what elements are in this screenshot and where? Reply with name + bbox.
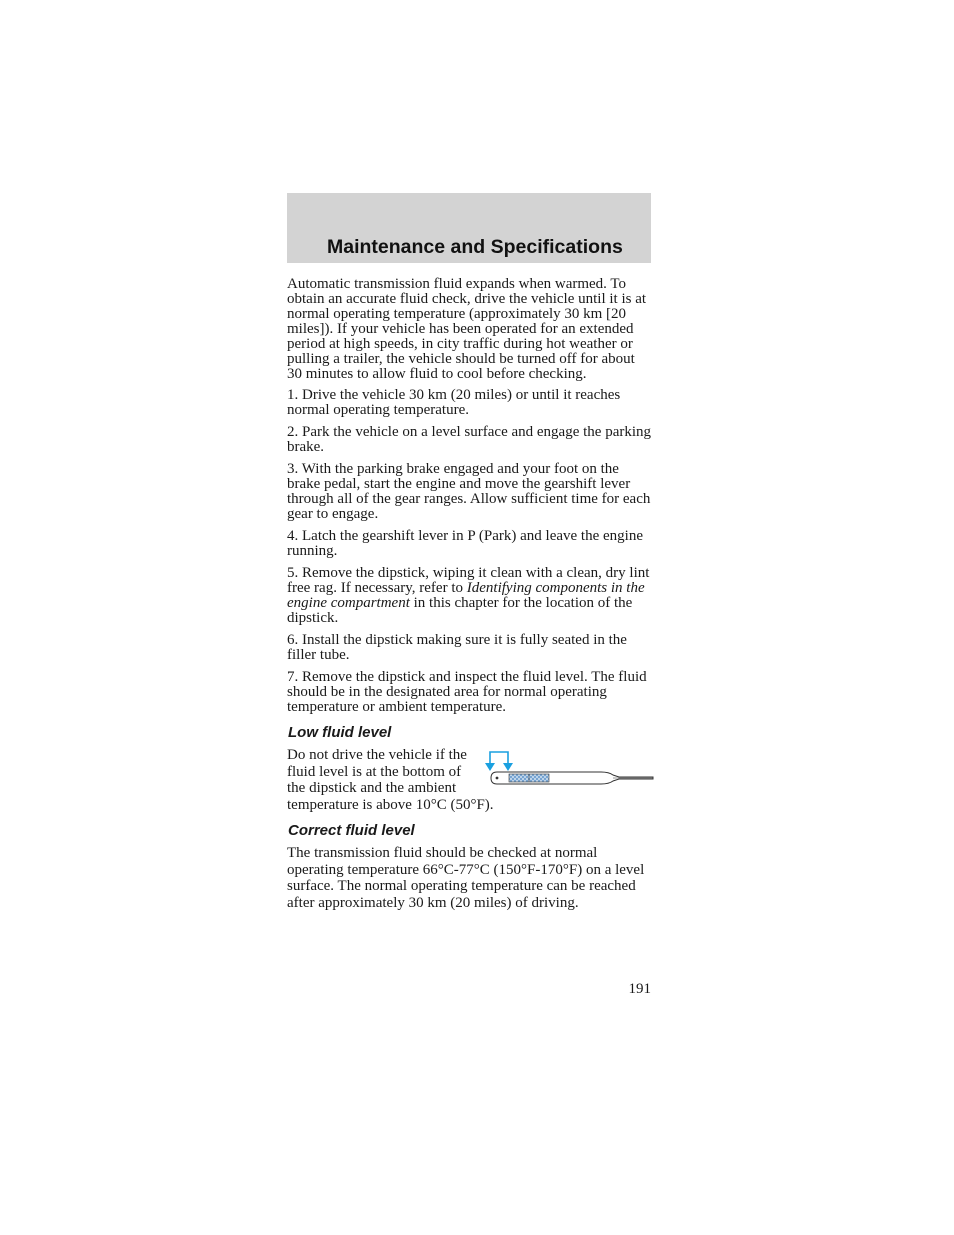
correct-fluid-text: The transmission fluid should be checked at normal operating temperature 66°C-77°C (150°F-170°F) on a level surface. The normal operating temperature can be reached after approximately 30 km (20 miles) of driving. bbox=[287, 845, 645, 911]
step-5-text-a: 5. Remove the dipstick, wiping it clean with a clean, dry lint free rag. If necessary, refer to bbox=[287, 565, 650, 596]
page-number: 191 bbox=[628, 981, 651, 997]
low-fluid-heading: Low fluid level bbox=[288, 724, 392, 741]
step-7: 7. Remove the dipstick and inspect the fluid level. The fluid should be in the designated area for normal operating temperature or ambient temperature. bbox=[287, 669, 647, 715]
step-6: 6. Install the dipstick making sure it is fully seated in the filler tube. bbox=[287, 632, 627, 663]
dipstick-illustration-icon bbox=[477, 747, 655, 795]
correct-fluid-section bbox=[287, 845, 651, 911]
correct-fluid-heading: Correct fluid level bbox=[288, 822, 415, 839]
page-body bbox=[287, 277, 651, 911]
section-header bbox=[287, 193, 651, 263]
manual-page bbox=[287, 193, 652, 997]
step-5-reference: Identifying components in the engine compartment bbox=[287, 580, 645, 611]
low-fluid-text: Do not drive the vehicle if the fluid level is at the bottom of the dipstick and the ambient temperature is above 10°C (50°F). bbox=[287, 747, 494, 813]
intro-paragraph: Automatic transmission fluid expands when warmed. To obtain an accurate fluid check, drive the vehicle until it is at normal operating temperature (approximately 30 km [20 miles]). If your vehicle has been operated for an extended period at high speeds, in city traffic during hot weather or pulling a trailer, the vehicle should be turned off for about 30 minutes to allow fluid to cool before checking. bbox=[287, 276, 647, 382]
step-5-text-b: in this chapter for the location of the dipstick. bbox=[287, 595, 633, 626]
step-4: 4. Latch the gearshift lever in P (Park) and leave the engine running. bbox=[287, 528, 643, 559]
step-5 bbox=[287, 566, 651, 626]
step-2: 2. Park the vehicle on a level surface and engage the parking brake. bbox=[287, 424, 652, 455]
step-3: 3. With the parking brake engaged and your foot on the brake pedal, start the engine and move the gearshift lever through all of the gear ranges. Allow sufficient time for each gear to engage. bbox=[287, 461, 651, 522]
step-1: 1. Drive the vehicle 30 km (20 miles) or until it reaches normal operating temperature. bbox=[287, 387, 621, 418]
section-title: Maintenance and Specifications bbox=[327, 236, 623, 258]
